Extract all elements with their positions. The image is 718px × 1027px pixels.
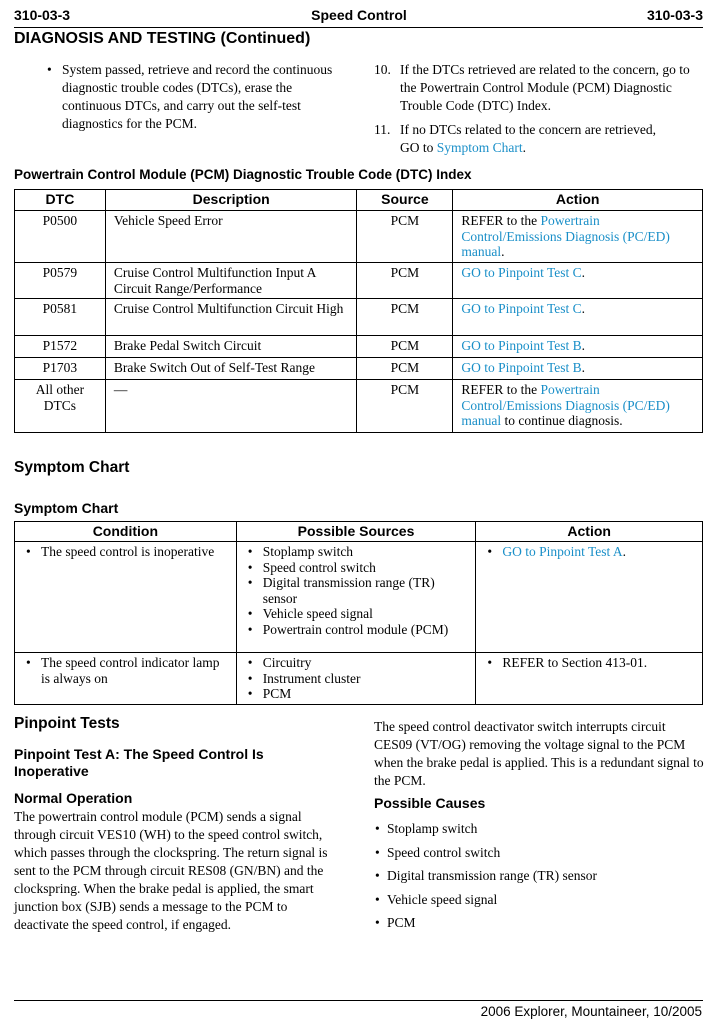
pced-manual-link[interactable]: Powertrain Control/Emissions Diagnosis (PC/ED) manual [461,382,670,428]
dtc-code: P1703 [15,358,106,380]
dtc-action [453,358,703,380]
pinpoint-test-b-link[interactable]: GO to Pinpoint Test B [461,338,582,353]
dtc-code: All other DTCs [15,380,106,433]
list-item: • Circuitry [241,655,472,671]
table-row [15,211,703,263]
intro-bullet: • System passed, retrieve and record the continuous diagnostic trouble codes (DTCs), erase the continuous DTCs, and carry out the self-test diagnostics for the PCM. [40,61,350,133]
list-item: • PCM [374,914,704,932]
sources-cell [236,542,476,653]
dtc-description: Brake Pedal Switch Circuit [105,336,357,358]
symptom-action-col-header: Action [476,522,703,542]
list-item: • Powertrain control module (PCM) [241,622,472,638]
condition-col-header: Condition [15,522,237,542]
intro-steps [374,61,704,157]
dtc-source: PCM [357,358,453,380]
symptom-table [14,521,703,705]
action-suffix: . [581,301,586,316]
dtc-description: Cruise Control Multifunction Input A Circuit Range/Performance [105,263,357,299]
pinpoint-test-c-link[interactable]: GO to Pinpoint Test C [461,301,582,316]
dtc-code: P0500 [15,211,106,263]
list-item: • Digital transmission range (TR) sensor [241,575,472,606]
section-413-01-reference: REFER to Section 413-01 [502,655,644,670]
pinpoint-test-b-link[interactable]: GO to Pinpoint Test B [461,360,582,375]
action-suffix: to continue diagnosis. [501,413,623,428]
description-col-header: Description [105,190,357,211]
condition-cell [15,542,237,653]
symptom-chart-heading: Symptom Chart [14,459,130,476]
condition-cell [15,653,237,705]
dtc-code: P0579 [15,263,106,299]
intro-bullet-list [40,61,350,133]
action-prefix: REFER to the [461,382,541,397]
table-row [15,263,703,299]
condition-text: • The speed control is inoperative [19,544,232,560]
deactivator-switch-text: The speed control deactivator switch interrupts circuit CES09 (VT/OG) removing the voltage signal to the PCM when the brake pedal is applied. This is a redundant signal to the PCM. [374,719,704,788]
dtc-description: — [105,380,357,433]
dtc-source: PCM [357,211,453,263]
action-suffix: . [581,360,586,375]
symptom-table-title: Symptom Chart [14,500,119,516]
dtc-col-header: DTC [15,190,106,211]
table-row [15,653,703,705]
footer-rule [14,1000,703,1001]
sources-cell [236,653,476,705]
dtc-description: Cruise Control Multifunction Circuit High [105,299,357,336]
symptom-action-cell [476,653,703,705]
dtc-table-header-row [15,190,703,211]
dtc-action [453,263,703,299]
action-item [480,544,698,560]
action-prefix: REFER to the [461,213,541,228]
step-11-number: 11. [374,122,391,137]
list-item: • Speed control switch [374,844,704,862]
action-suffix: . [501,244,505,259]
list-item: • Digital transmission range (TR) sensor [374,867,704,885]
pinpoint-tests-heading: Pinpoint Tests [14,715,120,732]
action-suffix: . [622,544,627,559]
dtc-action [453,336,703,358]
possible-causes-list [374,820,704,938]
source-col-header: Source [357,190,453,211]
step-11-go: GO to [400,140,434,155]
normal-operation-heading: Normal Operation [14,790,133,806]
list-item: • Instrument cluster [241,671,472,687]
symptom-table-header-row [15,522,703,542]
possible-sources-col-header: Possible Sources [236,522,476,542]
condition-text: • The speed control indicator lamp is always on [19,655,232,686]
pinpoint-test-c-link[interactable]: GO to Pinpoint Test C [461,265,582,280]
table-row [15,542,703,653]
action-suffix: . [643,655,648,670]
list-item: • Speed control switch [241,560,472,576]
dtc-action [453,380,703,433]
list-item: • Stoplamp switch [241,544,472,560]
action-col-header: Action [453,190,703,211]
step-10-number: 10. [374,62,391,77]
header-rule [14,27,703,28]
dtc-source: PCM [357,380,453,433]
page-number-left: 310-03-3 [14,7,71,23]
list-item: • Vehicle speed signal [241,606,472,622]
pinpoint-test-a-title: Pinpoint Test A: The Speed Control Is Inoperative [14,746,264,779]
table-row [15,358,703,380]
dtc-description: Brake Switch Out of Self-Test Range [105,358,357,380]
action-suffix: . [581,338,586,353]
step-11 [374,121,704,157]
dtc-action [453,299,703,336]
symptom-action-cell [476,542,703,653]
symptom-chart-link[interactable]: Symptom Chart [436,140,523,155]
possible-causes-heading: Possible Causes [374,795,486,811]
list-item: • Vehicle speed signal [374,891,704,909]
pinpoint-test-a-link[interactable]: GO to Pinpoint Test A [502,544,623,559]
action-suffix: . [581,265,586,280]
step-10 [374,61,704,115]
table-row [15,336,703,358]
step-11-period: . [522,140,527,155]
dtc-source: PCM [357,299,453,336]
dtc-code: P1572 [15,336,106,358]
pced-manual-link[interactable]: Powertrain Control/Emissions Diagnosis (PC/ED) manual [461,213,670,259]
dtc-source: PCM [357,263,453,299]
section-title: DIAGNOSIS AND TESTING (Continued) [14,30,311,47]
dtc-code: P0581 [15,299,106,336]
list-item: • Stoplamp switch [374,820,704,838]
page-number-right: 310-03-3 [646,7,703,23]
page-footer: 2006 Explorer, Mountaineer, 10/2005 [480,1004,702,1019]
list-item: • PCM [241,686,472,702]
page-header-title: Speed Control [311,7,407,23]
dtc-table-title: Powertrain Control Module (PCM) Diagnostic Trouble Code (DTC) Index [14,167,472,182]
action-item [480,655,698,671]
normal-operation-text: The powertrain control module (PCM) sends a signal through circuit VES10 (WH) to the speed control switch, which passes through the clockspring. The return signal is sent to the PCM through circuit RES08 (GN/BN) and the clockspring. When the brake pedal is applied, the smart junction box (SJB) sends a message to the PCM to deactivate the speed control, if engaged. [14,809,328,932]
dtc-table [14,189,703,433]
table-row [15,380,703,433]
dtc-description: Vehicle Speed Error [105,211,357,263]
step-11-text: If no DTCs related to the concern are retrieved, [400,122,657,137]
dtc-action [453,211,703,263]
step-10-text: If the DTCs retrieved are related to the concern, go to the Powertrain Control Module (PCM) Diagnostic Trouble Code (DTC) Index. [400,62,690,113]
dtc-source: PCM [357,336,453,358]
table-row [15,299,703,336]
